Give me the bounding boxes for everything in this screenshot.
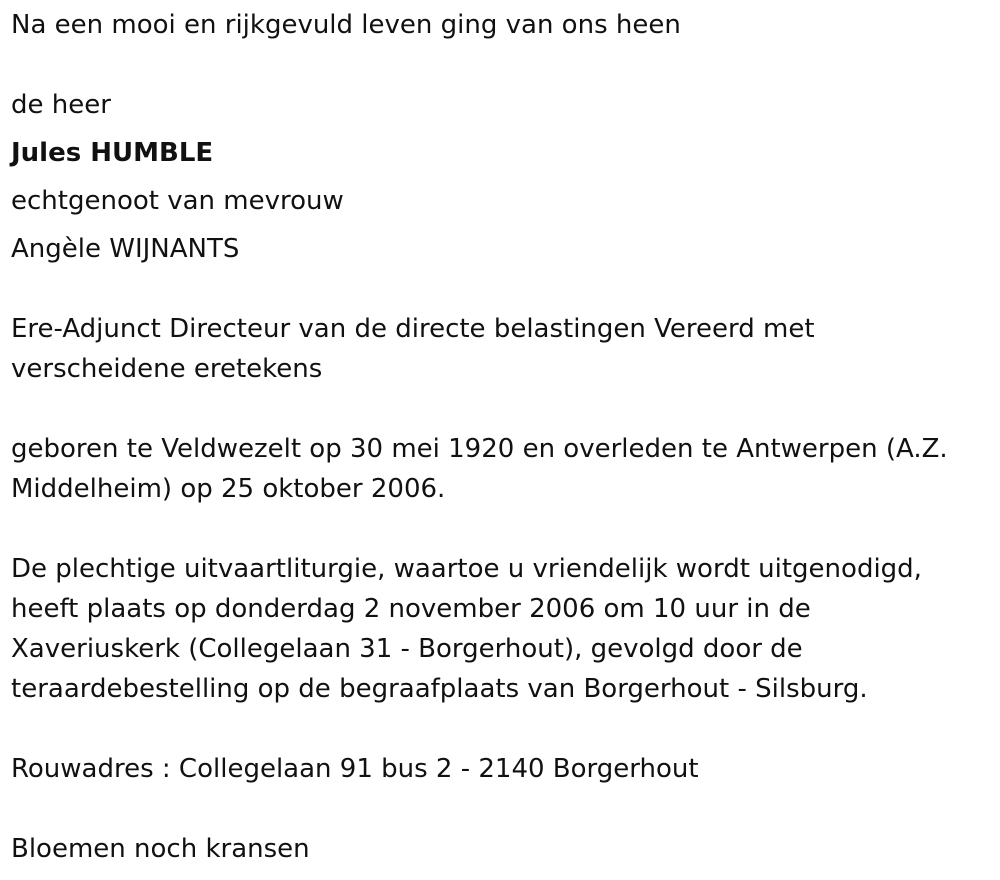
spacer [11, 509, 1000, 549]
ceremony-paragraph [11, 549, 1000, 709]
profession-line: verscheidene eretekens [11, 354, 323, 384]
spacer [11, 789, 1000, 829]
deceased-name: Jules HUMBLE [11, 138, 214, 168]
ceremony-line: teraardebestelling op de begraafplaats van Borgerhout - Silsburg. [11, 674, 868, 704]
spacer [11, 45, 1000, 85]
flowers-note: Bloemen noch kransen [11, 834, 310, 864]
spouse-label: echtgenoot van mevrouw [11, 186, 344, 216]
ceremony-line: heeft plaats op donderdag 2 november 2006 om 10 uur in de [11, 594, 811, 624]
birth-death-line: Middelheim) op 25 oktober 2006. [11, 474, 446, 504]
honorific: de heer [11, 90, 111, 120]
spouse-name: Angèle WIJNANTS [11, 234, 240, 264]
ceremony-line: De plechtige uitvaartliturgie, waartoe u vriendelijk wordt uitgenodigd, [11, 554, 922, 584]
birth-death-line: geboren te Veldwezelt op 30 mei 1920 en overleden te Antwerpen (A.Z. [11, 434, 948, 464]
profession-paragraph [11, 309, 1000, 389]
birth-death-paragraph [11, 429, 1000, 509]
mourning-address: Rouwadres : Collegelaan 91 bus 2 - 2140 Borgerhout [11, 754, 699, 784]
intro-text: Na een mooi en rijkgevuld leven ging van ons heen [11, 10, 681, 40]
profession-line: Ere-Adjunct Directeur van de directe belastingen Vereerd met [11, 314, 815, 344]
spacer [11, 389, 1000, 429]
ceremony-line: Xaveriuskerk (Collegelaan 31 - Borgerhout), gevolgd door de [11, 634, 803, 664]
spacer [11, 709, 1000, 749]
spacer [11, 269, 1000, 309]
